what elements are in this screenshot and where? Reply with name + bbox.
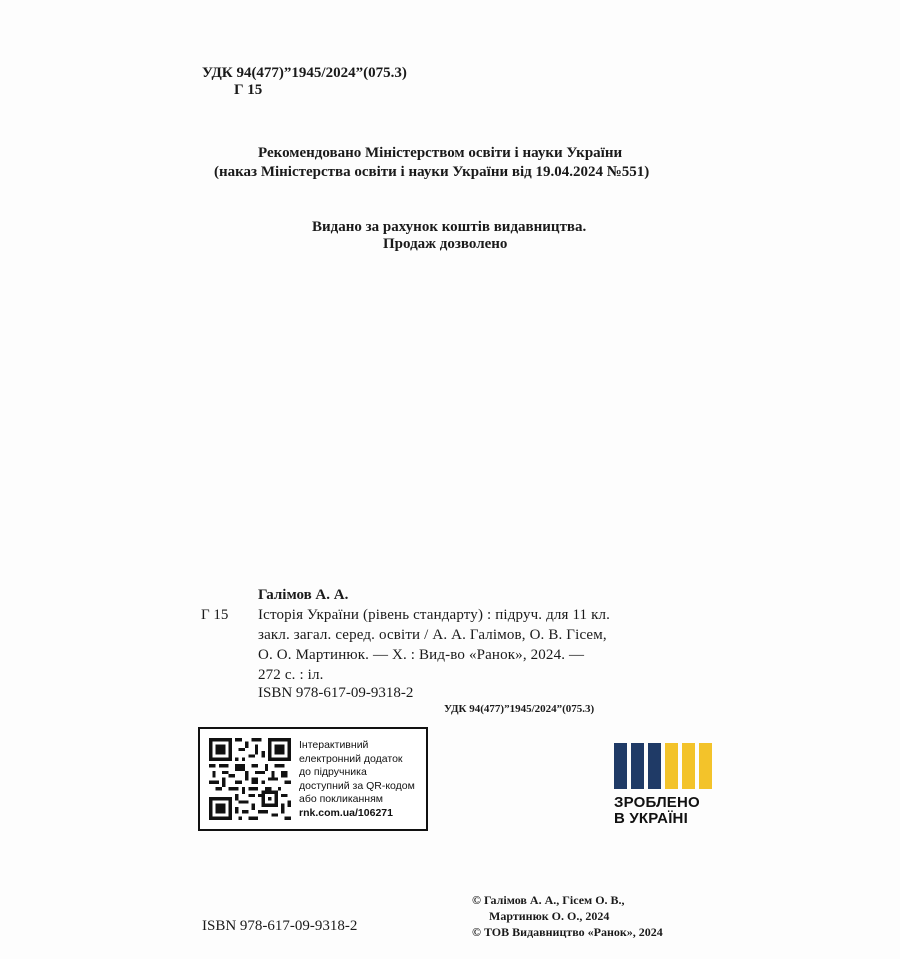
copyright-line: Мартинюк О. О., 2024 — [489, 909, 610, 923]
catalog-isbn: ISBN 978-617-09-9318-2 — [258, 685, 414, 701]
badge-stripe — [682, 743, 695, 789]
badge-stripe — [614, 743, 627, 789]
qr-link[interactable]: rnk.com.ua/106271 — [299, 806, 393, 819]
udk-header: УДК 94(477)”1945/2024”(075.3) — [202, 65, 407, 81]
made-in-ukraine-line-1: ЗРОБЛЕНО — [614, 794, 700, 811]
qr-text-line: Інтерактивний — [299, 739, 369, 751]
publication-note-line-1: Видано за рахунок коштів видавництва. — [312, 219, 587, 235]
ukraine-stripes-icon — [614, 743, 716, 789]
qr-code-icon[interactable] — [209, 738, 291, 820]
badge-stripe — [648, 743, 661, 789]
publication-note-line-2: Продаж дозволено — [383, 236, 508, 252]
catalog-line: закл. загал. серед. освіти / А. А. Галімов, О. В. Гісем, — [258, 627, 607, 643]
class-code-header: Г 15 — [234, 82, 263, 98]
qr-text-line: доступний за QR-кодом — [299, 779, 415, 792]
qr-text-line: до підручника — [299, 766, 367, 778]
copyright-line: © ТОВ Видавництво «Ранок», 2024 — [472, 925, 663, 939]
catalog-line: Історія України (рівень стандарту) : підруч. для 11 кл. — [258, 607, 611, 623]
qr-text-line: електронний додаток — [299, 752, 403, 765]
catalog-line: 272 с. : іл. — [258, 667, 324, 683]
catalog-udk: УДК 94(477)”1945/2024”(075.3) — [444, 703, 595, 715]
badge-stripe — [631, 743, 644, 789]
footer-isbn: ISBN 978-617-09-9318-2 — [202, 918, 358, 934]
qr-description — [299, 739, 429, 820]
badge-stripe — [699, 743, 712, 789]
catalog-author: Галімов А. А. — [258, 587, 349, 603]
qr-info-box[interactable] — [198, 727, 428, 831]
catalog-code: Г 15 — [201, 607, 229, 623]
qr-text-line: або покликанням — [299, 793, 384, 805]
made-in-ukraine-label — [614, 795, 700, 827]
badge-stripe — [665, 743, 678, 789]
made-in-ukraine-badge — [614, 743, 718, 827]
recommendation-line-1: Рекомендовано Міністерством освіти і науки України — [258, 145, 623, 161]
recommendation-line-2: (наказ Міністерства освіти і науки України від 19.04.2024 №551) — [214, 164, 650, 180]
catalog-line: О. О. Мартинюк. — Х. : Вид-во «Ранок», 2024. — — [258, 647, 585, 663]
copyright-line: © Галімов А. А., Гісем О. В., — [472, 893, 625, 907]
made-in-ukraine-line-2: В УКРАЇНІ — [614, 810, 688, 827]
